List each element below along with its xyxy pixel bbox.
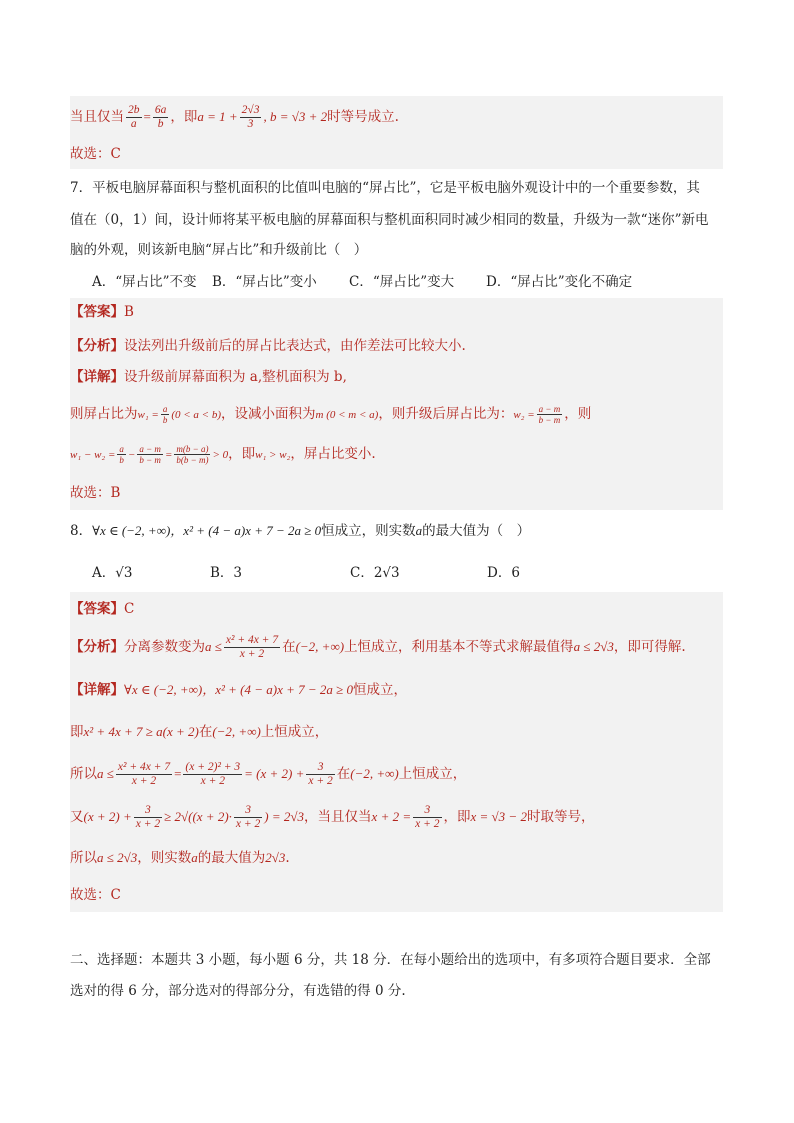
q7-w2-num: a − m — [538, 404, 561, 414]
q8-s3-cond-lead: x + 2 = — [371, 809, 412, 824]
q8-s1-math: x² + 4x + 7 ≥ a(x + 2) — [83, 724, 199, 739]
q8-step2 — [70, 758, 466, 790]
q8-detail-row — [70, 680, 407, 700]
q8-analysis-mid2: 上恒成立，利用基本不等式求解最值得 — [344, 639, 574, 655]
q7-option-a: A．“屏占比”不变 — [92, 274, 197, 290]
q7-w1-num: a — [162, 404, 168, 414]
q7-stem-line3: 脑的外观，则该新电脑“屏占比”和升级前比（ ） — [70, 242, 368, 258]
q8-option-b: B．3 — [210, 565, 243, 581]
q7-stem-line2: 值在（0，1）间，设计师将某平板电脑的屏幕面积与整机面积同时减少相同的数量，升级为一款“迷你”新电 — [70, 212, 709, 228]
q7-difference-line — [70, 440, 376, 469]
q8-s1-suffix: 上恒成立， — [260, 724, 329, 740]
q7-diff-then: ，即 — [228, 446, 256, 462]
q8-option-c: C．2√3 — [350, 565, 400, 581]
q6-a-frac-num: 2√3 — [241, 104, 260, 116]
q8-stem-suffix: 恒成立，则实数 — [321, 523, 416, 539]
q8-s2-eq: = — [174, 766, 182, 781]
q7-diff-f2-den: b − m — [139, 455, 161, 465]
q8-stem-end: 的最大值为（ ） — [422, 523, 531, 539]
q8-s3-f2-den: x + 2 — [235, 818, 261, 830]
q7-diff-f1-den: b — [119, 455, 124, 465]
q8-s1-prefix: 即 — [70, 724, 84, 740]
q8-s3-prefix: 又 — [70, 809, 84, 825]
q7-diff-f2-num: a − m — [139, 444, 161, 454]
q8-option-a: A．√3 — [92, 565, 133, 581]
q7-m-cond: m (0 < m < a) — [315, 409, 379, 421]
q7-option-c: C．“屏占比”变大 — [349, 274, 455, 290]
q8-s2-prefix: 所以 — [70, 766, 97, 782]
q8-s1-interval: (−2, +∞) — [212, 724, 261, 739]
q8-s4-var: a — [191, 850, 198, 865]
q8-s3-f1-num: 3 — [134, 804, 162, 818]
q8-stem — [70, 521, 530, 541]
q7-ratio-prefix: 则屏占比为 — [70, 406, 138, 422]
q8-s4-mid2: 的最大值为 — [197, 850, 266, 866]
q8-stem-var: a — [415, 523, 423, 538]
q8-step4 — [70, 848, 290, 868]
q8-s3-suffix: 时取等号， — [526, 809, 595, 825]
q6-answer-line: 故选：C — [70, 146, 121, 162]
q6-a-frac-den: 3 — [247, 118, 254, 130]
q8-s3-geq: ≥ 2√((x + 2)· — [164, 809, 232, 824]
q6-eq-frac2-num: 6a — [154, 104, 167, 116]
q7-w1-den: b — [162, 415, 168, 425]
q8-analysis-suffix: ，即可得解. — [613, 639, 686, 655]
q7-detail-text: 设升级前屏幕面积为 a,整机面积为 b, — [124, 369, 347, 385]
q6-equality-mid: ，即 — [170, 109, 198, 125]
q6-eq-frac2-den: b — [157, 118, 164, 130]
q8-s3-f3-num: 3 — [413, 804, 441, 818]
q8-detail-tag: 【详解】 — [70, 682, 124, 698]
q8-s3-mid2: ，即 — [443, 809, 471, 825]
q8-s2-f3-num: 3 — [306, 761, 334, 775]
q7-diff-f3-den: b(b − m) — [176, 455, 209, 465]
q7-options — [92, 272, 632, 292]
q8-s4-math: a ≤ 2√3 — [97, 850, 138, 865]
q7-analysis-row — [70, 336, 466, 356]
q8-step1 — [70, 722, 328, 742]
q7-w1-cond: (0 < a < b) — [171, 409, 222, 421]
section2-instructions — [70, 945, 725, 1007]
q7-diff-f3-num: m(b − a) — [176, 444, 209, 454]
q7-diff-gt: > 0 — [212, 449, 229, 461]
q7-ratio-mid2: ，则升级后屏占比为： — [378, 406, 514, 422]
q8-stem-prefix: 8． — [70, 523, 93, 539]
q8-s3-f1-den: x + 2 — [135, 818, 161, 830]
q7-diff-lead: w₁ − w₂ = — [70, 449, 116, 461]
q8-s4-mid: ，则实数 — [137, 850, 192, 866]
q8-analysis-prefix: 分离参数变为 — [124, 639, 205, 655]
q8-s2-f1-den: x + 2 — [131, 775, 157, 787]
q6-eq-frac1-num: 2b — [128, 104, 140, 116]
q8-step3 — [70, 801, 594, 833]
q7-answer-value: B — [124, 304, 134, 320]
q7-answer-row — [70, 302, 134, 322]
section2-line2: 选对的得 6 分，部分选对的得部分分，有选错的得 0 分. — [70, 983, 406, 999]
q7-option-b: B．“屏占比”变小 — [212, 274, 317, 290]
q8-s2-mid: 在 — [336, 766, 351, 782]
q8-stem-math: ∀x ∈ (−2, +∞)，x² + (4 − a)x + 7 − 2a ≥ 0 — [92, 523, 322, 538]
q8-analysis-lead: a ≤ — [205, 639, 222, 654]
q8-answer-value: C — [124, 601, 135, 617]
q8-s2-f2-den: x + 2 — [200, 775, 225, 787]
q7-analysis-text: 设法列出升级前后的屏占比表达式，由作差法可比较大小. — [124, 338, 466, 354]
q8-s2-suffix: 上恒成立， — [398, 766, 467, 782]
q7-answer-tag: 【答案】 — [70, 304, 124, 320]
q8-analysis-mid: 在 — [282, 639, 296, 655]
q8-s2-interval: (−2, +∞) — [350, 766, 399, 781]
q7-w2-lead: w₂ = — [513, 409, 535, 421]
q7-w2-den: b − m — [538, 415, 561, 425]
q7-ratio-suffix: ，则 — [564, 406, 592, 422]
q7-ratio-line — [70, 400, 591, 429]
q8-s4-end: . — [285, 850, 290, 866]
q8-s2-f2-num: (x + 2)² + 3 — [185, 761, 241, 773]
q7-analysis-tag: 【分析】 — [70, 338, 124, 354]
q8-analysis-frac-den: x + 2 — [239, 648, 265, 660]
q6-equality-prefix: 当且仅当 — [70, 109, 124, 125]
q8-answer-line: 故选：C — [70, 887, 121, 903]
q6-b-value: , b = √3 + 2 — [263, 109, 328, 124]
q8-s2-lead: a ≤ — [97, 766, 114, 781]
q8-s3-f3-den: x + 2 — [415, 818, 440, 830]
q8-s3-lead: (x + 2) + — [83, 809, 132, 824]
q8-analysis-tag: 【分析】 — [70, 639, 124, 655]
q7-diff-minus: − — [127, 449, 136, 461]
q7-stem-line1: 7．平板电脑屏幕面积与整机面积的比值叫电脑的“屏占比”，它是平板电脑外观设计中的一个重要参数，其 — [70, 180, 700, 196]
q8-analysis-frac-num: x² + 4x + 7 — [225, 634, 279, 646]
q8-s3-close: ) = 2√3 — [264, 809, 305, 824]
q8-s1-mid: 在 — [198, 724, 213, 740]
q8-options — [92, 563, 520, 583]
q8-option-d: D．6 — [487, 565, 520, 581]
q8-s2-f3-den: x + 2 — [308, 775, 333, 787]
q8-s3-mid: ，当且仅当 — [304, 809, 372, 825]
q7-diff-suffix: ，屏占比变小. — [290, 446, 376, 462]
q6-equality-suffix: 时等号成立. — [327, 109, 399, 125]
q7-answer-line: 故选：B — [70, 485, 121, 501]
section2-line1: 二、选择题：本题共 3 小题，每小题 6 分，共 18 分．在每小题给出的选项中，有多项符合题目要求．全部 — [70, 952, 711, 968]
q7-option-d: D．“屏占比”变化不确定 — [486, 274, 633, 290]
q8-detail-suffix: 恒成立， — [353, 682, 408, 698]
q7-diff-f1-num: a — [119, 444, 124, 454]
q7-diff-eq: = — [164, 449, 173, 461]
q8-answer-row — [70, 599, 134, 619]
q7-w1-lead: w₁ = — [137, 409, 159, 421]
q8-s3-f2-num: 3 — [234, 804, 262, 818]
q8-s3-x: x = √3 − 2 — [470, 809, 527, 824]
q8-s2-eq2: = (x + 2) + — [244, 766, 305, 781]
q8-analysis-bound: a ≤ 2√3 — [573, 639, 614, 654]
q6-eq-frac1-den: a — [130, 118, 137, 130]
q8-s2-f1-num: x² + 4x + 7 — [117, 761, 171, 773]
q8-answer-tag: 【答案】 — [70, 601, 124, 617]
q8-analysis-interval: (−2, +∞) — [295, 639, 345, 654]
q7-detail-row — [70, 367, 347, 387]
q7-ratio-mid: ，设减小面积为 — [221, 406, 316, 422]
q8-s4-value: 2√3 — [265, 850, 286, 865]
q6-equality-line: 当且仅当 $\frac{2b}{a}$ = $\frac{6a}{b}$ ，即a = 1 + $\frac{2√3}{3}$ , b = √3 + 2时等号成立. — [70, 104, 399, 130]
q7-diff-cmp: w₁ > w₂ — [255, 449, 291, 461]
q8-detail-math: ∀x ∈ (−2, +∞)，x² + (4 − a)x + 7 − 2a ≥ 0 — [124, 682, 354, 697]
q6-a-value-lead: a = 1 + — [197, 109, 238, 124]
q7-detail-tag: 【详解】 — [70, 369, 124, 385]
q8-analysis-row — [70, 632, 686, 662]
q8-s4-prefix: 所以 — [70, 850, 97, 866]
